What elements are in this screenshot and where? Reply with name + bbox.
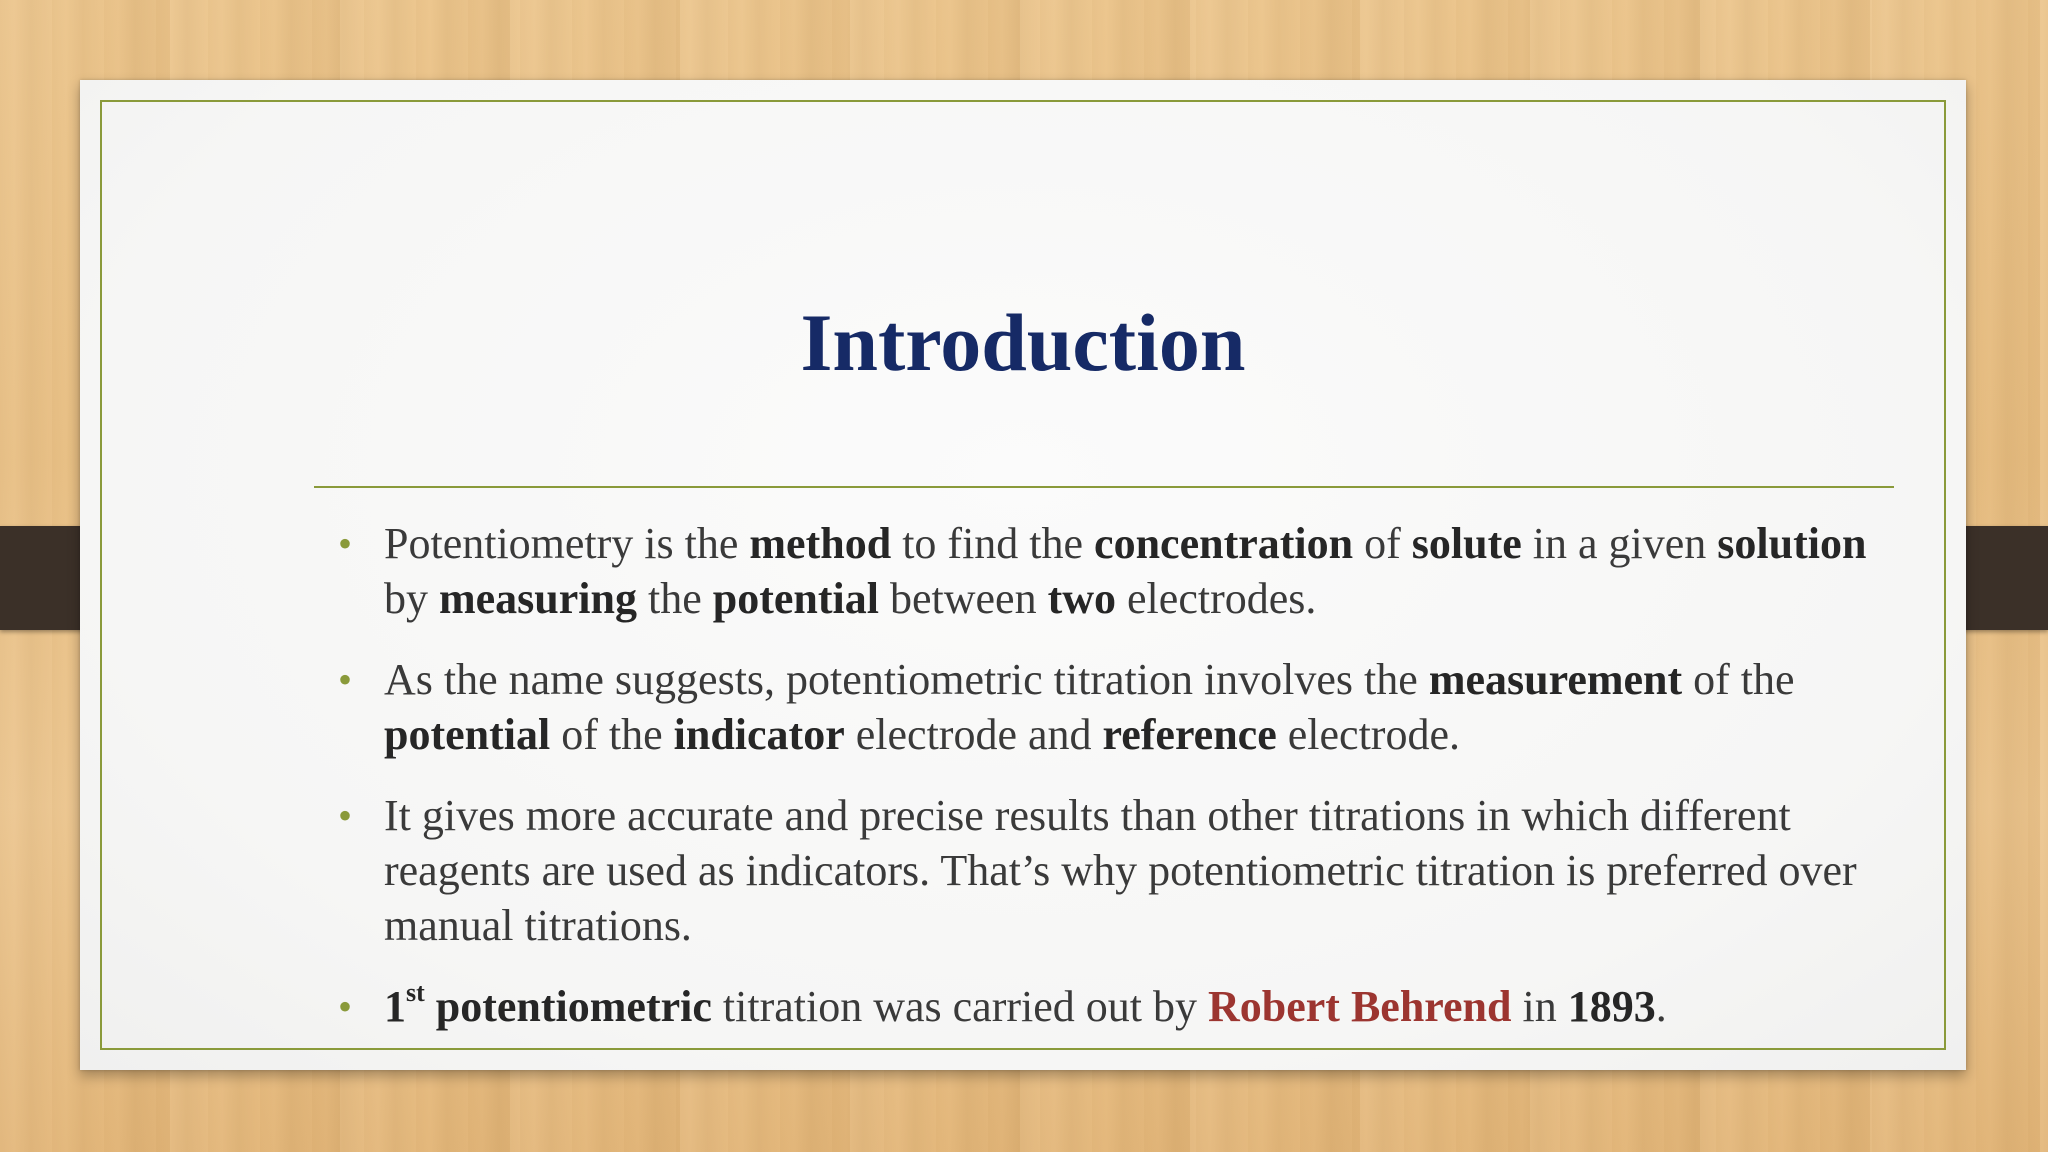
bullet-text: the	[637, 574, 713, 623]
bullet-text: to find the	[891, 519, 1095, 568]
bullet-emphasis: two	[1047, 574, 1117, 623]
bullet-text: of the	[550, 710, 674, 759]
bullet-emphasis: solution	[1717, 519, 1867, 568]
bullet-dot-icon: •	[338, 984, 353, 1029]
slide-paper	[80, 80, 1966, 1070]
bullet-text: .	[1655, 982, 1667, 1031]
bullet-dot-icon: •	[338, 657, 353, 702]
bullet-emphasis: measuring	[439, 574, 637, 623]
bullet-dot-icon: •	[338, 521, 353, 566]
bullet-emphasis: indicator	[673, 710, 845, 759]
bullet-emphasis: potentiometric	[424, 982, 712, 1031]
bullet-text: by	[384, 574, 439, 623]
bullet-emphasis: solute	[1411, 519, 1522, 568]
bullet-text: between	[879, 574, 1048, 623]
bullet-emphasis: method	[749, 519, 892, 568]
bullet-emphasis: st	[406, 978, 425, 1008]
bullet-dot-icon: •	[338, 793, 353, 838]
bullet-text: in a given	[1521, 519, 1718, 568]
bullet-emphasis: Robert Behrend	[1207, 982, 1512, 1031]
bullet-emphasis: 1	[384, 982, 406, 1031]
bullet-text: It gives more accurate and precise results than other titrations in which different reagents are used as indicators. That’s why potentiometric titration is preferred over manual titrations.	[384, 791, 1857, 950]
bullet-item	[338, 979, 1918, 1034]
bullet-text: titration was carried out by	[711, 982, 1208, 1031]
bullet-emphasis: reference	[1102, 710, 1277, 759]
slide-title: Introduction	[800, 297, 1246, 388]
bullet-item	[338, 516, 1918, 626]
bullet-text: of	[1353, 519, 1412, 568]
bullet-text: electrodes.	[1116, 574, 1317, 623]
bullet-emphasis: potential	[384, 710, 551, 759]
bullet-text: in	[1511, 982, 1568, 1031]
bullet-text: electrode and	[844, 710, 1103, 759]
bullet-item	[338, 652, 1918, 762]
bullet-text: Potentiometry is the	[384, 519, 750, 568]
bullet-emphasis: 1893	[1567, 982, 1656, 1031]
bullet-text: electrode.	[1276, 710, 1460, 759]
bullet-emphasis: potential	[712, 574, 879, 623]
bullet-emphasis: measurement	[1428, 655, 1683, 704]
bullet-emphasis: concentration	[1094, 519, 1354, 568]
bullet-list	[338, 516, 1918, 1060]
bullet-text: As the name suggests, potentiometric titration involves the	[384, 655, 1429, 704]
bullet-item	[338, 788, 1918, 953]
bullet-text: of the	[1682, 655, 1795, 704]
title-divider	[314, 486, 1894, 488]
